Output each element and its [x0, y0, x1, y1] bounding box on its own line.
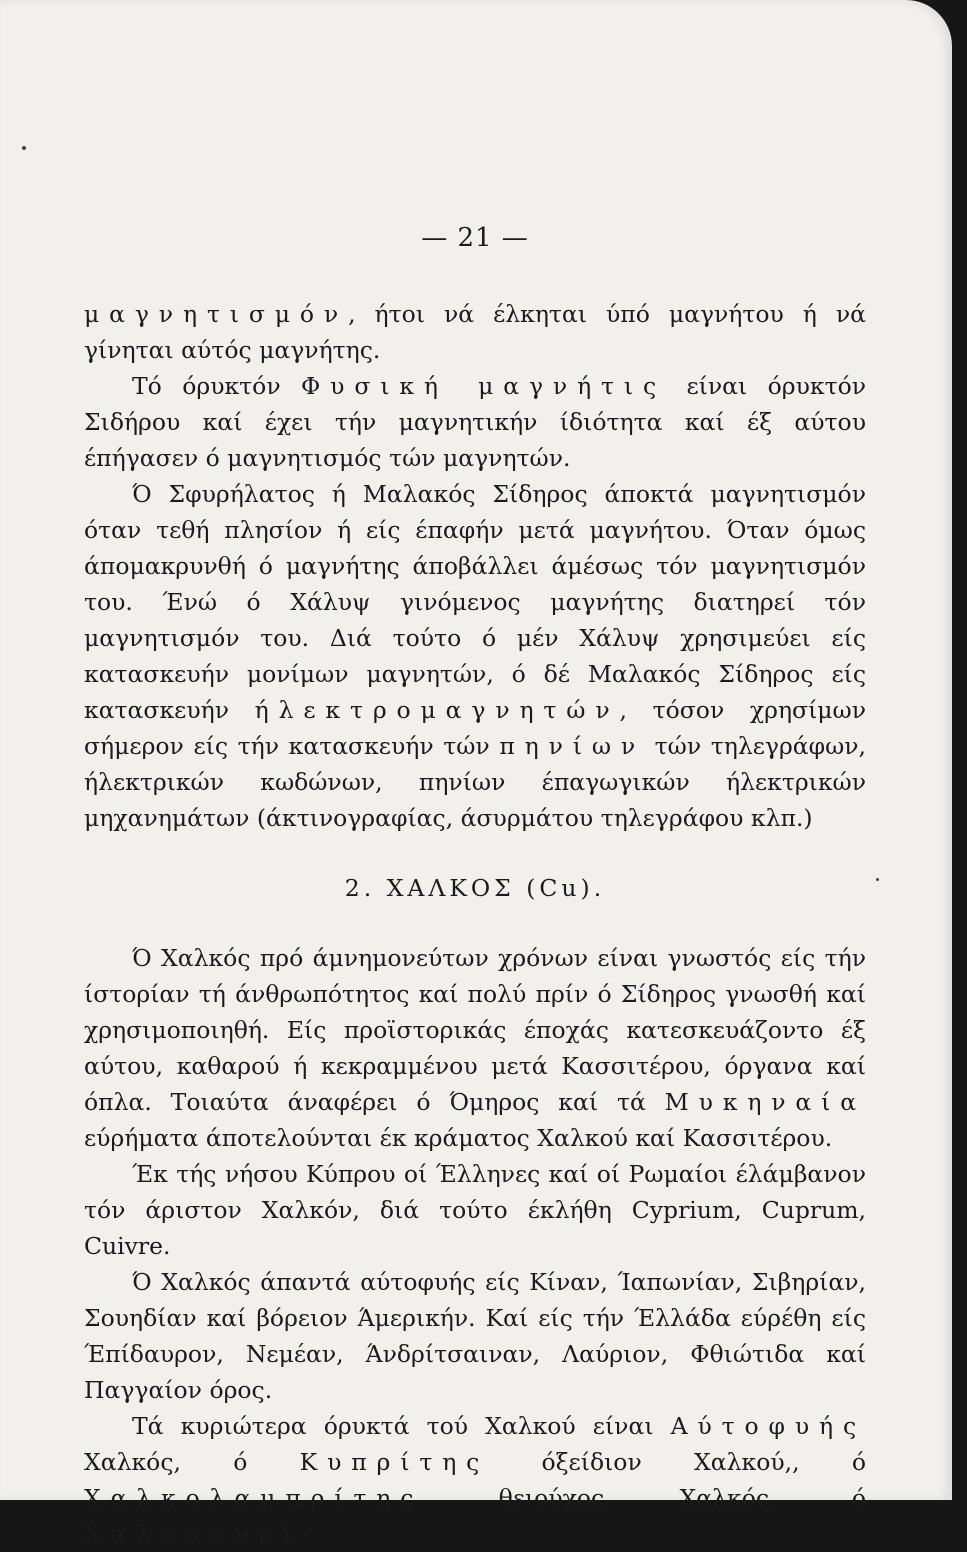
spaced-term: Μυκηναία — [664, 1088, 866, 1116]
spaced-term: πηνίων — [499, 732, 646, 760]
paragraph-1 — [84, 296, 866, 368]
paragraph-6: Ό Χαλκός άπαντά αύτοφυής είς Κίναν, Ίαπωνίαν, Σιβηρίαν, Σουηδίαν καί βόρειον Άμερικήν. Καί είς τήν Έλλάδα εύρέθη είς Έπίδαυρον, Νεμέαν, Άνδρίτσαιναν, Λαύριον, Φθιώτιδα καί Παγγαίον όρος. — [84, 1268, 866, 1404]
paragraph-7 — [84, 1408, 866, 1552]
paragraph-text: θειούχος Χαλκός, ό — [423, 1484, 866, 1512]
paragraph-text: Χαλκός, ό — [84, 1448, 300, 1476]
paragraph-text: όξείδιον Χαλκού,, ό — [489, 1448, 866, 1476]
paragraph-text: είναι όρυκτόν Σιδήρου καί έχει τήν μαγνητικήν ίδιότητα καί έξ αύτου έπήγασεν ό μαγνητισμός τών μαγνητών. — [84, 372, 867, 472]
paragraph-2 — [84, 368, 866, 476]
spaced-term: μαγνητισμόν — [84, 300, 349, 328]
paragraph-3 — [84, 476, 866, 836]
page-number: — 21 — — [421, 223, 529, 253]
paragraph-text: , τόσον χρησίμων σήμερον είς τήν κατασκευήν τών — [84, 696, 867, 760]
paragraph-text: Τά κυριώτερα όρυκτά τού Χαλκού είναι — [132, 1412, 671, 1440]
paragraph-text: εύρήματα άποτελούνται έκ κράματος Χαλκού καί Κασσιτέρου. — [84, 1124, 833, 1152]
speck — [876, 878, 879, 881]
spaced-term: Αύτοφυής — [670, 1412, 866, 1440]
paragraph-text: Τό όρυκτόν — [132, 372, 302, 400]
speck — [22, 146, 26, 150]
page-content — [84, 220, 866, 1552]
spaced-term: Χαλκοπυρί- — [84, 1520, 320, 1548]
spaced-term: Φυσική μαγνήτις — [301, 372, 667, 400]
spaced-term: ήλεκτρομαγνητών — [254, 696, 620, 724]
paragraph-text: Ό Χαλκός πρό άμνημονεύτων χρόνων είναι γνωστός είς τήν ίστορίαν τή άνθρωπότητος καί πολύ πρίν ό Σίδηρος γνωσθή καί χρησιμοποιηθή. Είς προϊστορικάς έποχάς κατεσκευάζοντο έξ αύτου, καθαρού ή κεκραμμένου μετά Κασσιτέρου, όργανα καί όπλα. Τοιαύτα άναφέρει ό Όμηρος καί τά — [84, 944, 866, 1116]
paragraph-text: , ήτοι νά έλκηται ύπό μαγνήτου ή νά γίνηται αύτός μαγνήτης. — [84, 300, 866, 364]
section-heading: 2. ΧΑΛΚΟΣ (Cu). — [344, 874, 606, 902]
spaced-term: Χαλκολαμπρίτης — [84, 1484, 424, 1512]
paragraph-text: τών τηλεγράφων, ήλεκτρικών κωδώνων, πηνίων έπαγωγικών ήλεκτρικών μηχανημάτων (άκτινογραφίας, άσυρμάτου τηλεγράφου κλπ.) — [84, 732, 867, 832]
paragraph-5: Έκ τής νήσου Κύπρου οί Έλληνες καί οί Ρωμαίοι έλάμβανον τόν άριστον Χαλκόν, διά τούτο έκλήθη Cyprium, Cuprum, Cuivre. — [84, 1160, 866, 1260]
paragraph-text: Ό Σφυρήλατος ή Μαλακός Σίδηρος άποκτά μαγνητισμόν όταν τεθή πλησίον ή είς έπαφήν μετά μαγνήτου. Όταν όμως άπομακρυνθή ό μαγνήτης άποβάλλει άμέσως τόν μαγνητισμόν του. Ένώ ό Χάλυψ γινόμενος μαγνήτης διατηρεί τόν μαγνητισμόν του. Διά τούτο ό μέν Χάλυψ χρησιμεύει είς κατασκευήν μονίμων μαγνητών, ό δέ Μαλακός Σίδηρος είς κατασκευήν — [84, 480, 866, 724]
spaced-term: Κυπρίτης — [299, 1448, 490, 1476]
paragraph-4 — [84, 940, 866, 1156]
